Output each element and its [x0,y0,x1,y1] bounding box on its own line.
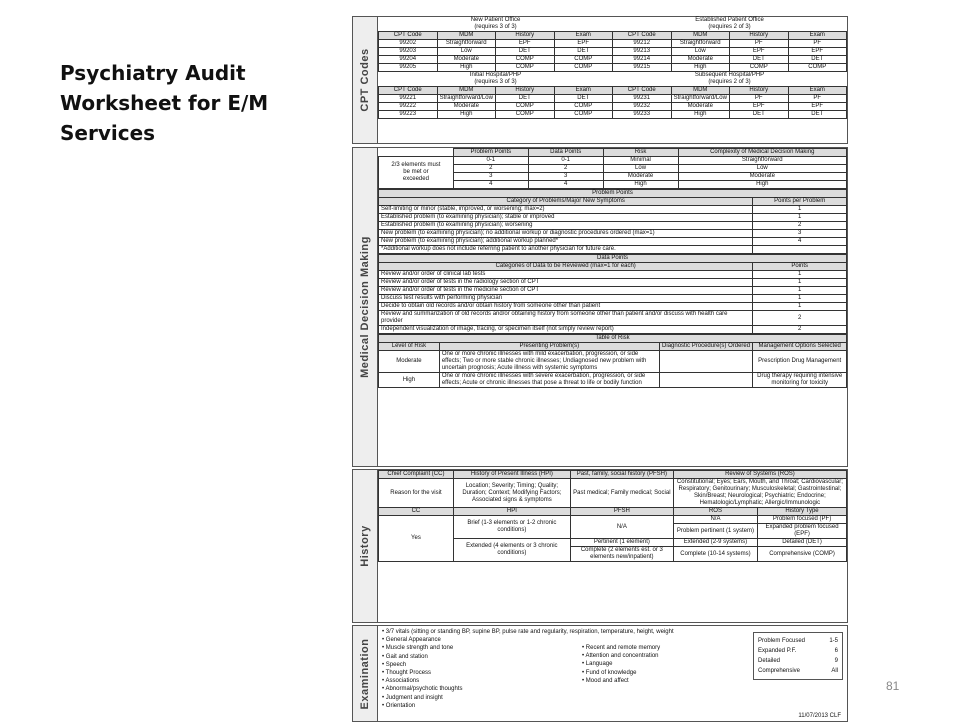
cell: COMP [496,64,555,72]
header-cell: MDM [671,32,730,40]
section-label: History [359,525,371,567]
cell: Drug therapy requiring intensive monitoring for toxicity [753,373,847,388]
table-row [379,238,847,246]
cell: DET [730,111,789,119]
cell: 99232 [613,103,672,111]
exam-item: Associations [385,678,420,685]
header-cell: Presenting Problem(s) [439,343,659,351]
exam-item: Fund of knowledge [585,669,637,676]
table-row [379,103,847,111]
slide-title-line: Worksheet for E/M [60,91,269,115]
table-row [379,246,847,254]
page-number: 81 [886,679,900,693]
cell: Prescription Drug Management [753,351,847,373]
cell: Comprehensive (COMP) [758,547,847,562]
cell: (requires 3 of 3) [474,24,517,30]
table-row [379,351,847,373]
problem-points-table [378,189,847,254]
cpt-codes-section [352,16,848,144]
cell: COMP [730,64,789,72]
cell: 4 [453,181,528,189]
cell: 3 [453,173,528,181]
header-cell: Chief Complaint (CC) [379,471,454,479]
cell [659,373,753,388]
table-title: Table of Risk [379,335,847,343]
cell: One or more chronic illnesses with mild exacerbation, progression, or side effects; Two or more stable chronic illnesses; Undiagnosed new problem with uncertain prognosis; Acute illness with systemic symptoms [439,351,659,373]
cell: Location; Severity; Timing; Quality; Duration; Context; Modifying Factors; Associated signs & symptoms [453,479,570,508]
cell: Constitutional; Eyes; Ears, Mouth, and Throat; Cardiovascular; Respiratory; Genitourinary; Musculoskeletal; Gastrointestinal; Skin/Breast; Neurological; Psychiatric; Endocrine; Hematologic/Lymphatic; Allergic/Immunologic [673,479,846,508]
table-row [379,64,847,72]
exam-item: Orientation [385,702,416,709]
cell: Low [603,165,678,173]
cell: One or more chronic illnesses with severe exacerbation, progression, or side effects; Acute or chronic illnesses that pose a threat to life or bodily function [439,373,659,388]
cell: Extended (4 elements or 3 chronic conditions) [453,539,570,562]
table-row [379,271,847,279]
cell: 1 [753,287,847,295]
list-item: • Fund of knowledge [582,669,637,676]
header-cell: Exam [554,32,613,40]
cell: PF [730,95,789,103]
cell: High [379,373,440,388]
table-title: Data Points [379,255,847,263]
cell: Review and/or order of clinical lab tests [379,271,753,279]
cell: (requires 3 of 3) [474,79,517,85]
cell: New problem (to examining physician); no additional workup or diagnostic procedures ordered (max=1) [379,230,753,238]
cell: DET [730,56,789,64]
header-cell: Category of Problems/Major New Symptoms [379,198,753,206]
cell: Independent visualization of image, tracing, or specimen itself (not simply review report) [379,326,753,334]
cell [753,246,847,254]
cell: High [671,64,730,72]
history-table [378,470,847,562]
header-cell: Complexity of Medical Decision Making [678,149,847,157]
scoring-row [758,636,838,646]
cell: Reason for the visit [379,479,454,508]
cell: High [603,181,678,189]
cell: be met or [403,169,429,175]
cell: Complete (10-14 systems) [673,547,757,562]
list-item: • Gait and station [382,653,428,660]
header-cell: History [496,87,555,95]
cell: 99204 [379,56,438,64]
cell: New Patient Office [470,17,521,23]
cell: Review and summarization of old records and/or obtaining history from someone other than patient and/or discuss with health care provider [379,311,753,326]
cell: 4 [753,238,847,246]
cell: PF [788,95,847,103]
exam-item: Gait and station [385,653,428,660]
mdm-section [352,147,848,467]
cell: (requires 2 of 3) [708,79,751,85]
cell: Minimal [603,157,678,165]
exam-item: Muscle strength and tone [385,645,454,652]
cell: Moderate [678,173,847,181]
slide-title-line: Psychiatry Audit [60,61,246,85]
header-cell: CPT Code [613,87,672,95]
examination-section [352,625,848,722]
exam-column-2 [582,628,732,710]
scoring-row [758,666,838,676]
cell: EPF [730,103,789,111]
table-row [379,230,847,238]
header-cell: CC [379,508,454,516]
exam-item: 3/7 vitals (sitting or standing BP, supine BP, pulse rate and regularity, respiration, temperature, height, weight [385,629,674,635]
cell: Detailed [758,658,781,664]
cell: Moderate [671,56,730,64]
exam-item: Language [585,661,613,668]
cell: N/A [570,516,673,539]
cell: 99202 [379,40,438,48]
cell: 3 [528,173,603,181]
cell: COMP [554,64,613,72]
table-row [379,111,847,119]
cell: Decide to obtain old records and/or obtain history from someone other than patient [379,303,753,311]
cell: COMP [496,103,555,111]
cell: 1 [753,271,847,279]
cell: Detailed (DET) [758,539,847,547]
cell: *Additional workup does not include referring patient to another physician for future care. [379,246,753,254]
cell [659,351,753,373]
cell: EPF [496,40,555,48]
exam-item: Attention and concentration [585,653,659,660]
table-row [379,206,847,214]
table-row [379,279,847,287]
list-item: • Associations [382,678,420,685]
cell: PF [730,40,789,48]
header-cell: Categories of Data to be Reviewed (max=1 for each) [379,263,753,271]
table-row [379,48,847,56]
cell: 1 [753,214,847,222]
header-cell: Diagnostic Procedure(s) Ordered [659,343,753,351]
table-row [379,40,847,48]
cell: Straightforward [437,40,496,48]
list-item: • Attention and concentration [582,653,659,660]
cell: COMP [554,111,613,119]
table-row [379,516,847,524]
cell: Established problem (to examining physician); worsening [379,222,753,230]
list-item: • Language [582,661,613,668]
cell: 1 [753,295,847,303]
cell: Moderate [379,351,440,373]
cell: COMP [554,56,613,64]
cell: Self-limiting or minor (stable, improved, or worsening; max=2) [379,206,753,214]
cell: 2 [753,311,847,326]
header-cell: CPT Code [379,87,438,95]
cell: 99214 [613,56,672,64]
table-row [379,295,847,303]
table-row [379,479,847,508]
cell: Moderate [437,56,496,64]
scoring-row [758,656,838,666]
cell: All [831,668,838,674]
mdm-summary-table [378,148,847,189]
cell: 99231 [613,95,672,103]
cell: EPF [554,40,613,48]
cell: 99233 [613,111,672,119]
cell: 4 [528,181,603,189]
cell: Complete (2 elements est. or 3 elements new/inpatient) [570,547,673,562]
table-row [379,311,847,326]
slide-title-line: Services [60,121,156,145]
cell: Low [437,48,496,56]
cell: High [437,64,496,72]
section-label: Examination [359,638,371,709]
cell: Past medical; Family medical; Social [570,479,673,508]
list-item: • Muscle strength and tone [382,645,454,652]
data-points-table [378,254,847,334]
cell: EPF [788,48,847,56]
header-cell: Review of Systems (ROS) [673,471,846,479]
header-cell: CPT Code [379,32,438,40]
cell: High [671,111,730,119]
cell: 99221 [379,95,438,103]
list-item: • General Appearance [382,637,441,644]
cell: Established Patient Office [695,17,764,23]
list-item: • Mood and affect [582,677,629,684]
header-cell: Management Options Selected [753,343,847,351]
header-cell: Points per Problem [753,198,847,206]
header-cell: History [496,32,555,40]
list-item: • Orientation [382,702,416,709]
cell: 99203 [379,48,438,56]
exam-item: Speech [385,661,407,668]
cell: Expanded problem focused (EPF) [758,524,847,539]
list-item: • Recent and remote memory [582,645,661,651]
header-cell: History [730,87,789,95]
cell: 99215 [613,64,672,72]
cell: N/A [673,516,757,524]
exam-scoring-box [753,632,843,680]
cell: Comprehensive [758,668,801,674]
cell: DET [554,48,613,56]
header-cell: Exam [554,87,613,95]
cell: Discuss test results with performing physician [379,295,753,303]
cell: Moderate [671,103,730,111]
exam-item: Mood and affect [585,677,629,684]
header-cell: CPT Code [613,32,672,40]
table-row [379,157,847,165]
cpt-office-table [378,17,847,119]
table-title: Problem Points [379,190,847,198]
exam-item: Abnormal/psychotic thoughts [385,686,463,693]
risk-table [378,334,847,388]
cell: 0-1 [528,157,603,165]
table-row [379,56,847,64]
cell: PF [788,40,847,48]
cell: 9 [834,658,838,664]
cell: Subsequent Hospital/PHP [694,72,765,78]
header-cell: ROS [673,508,757,516]
cell: Established problem (to examining physician); stable or improved [379,214,753,222]
cell: Yes [379,516,454,562]
cell: 2/3 elements must [391,162,441,168]
cell: exceeded [402,176,429,182]
exam-item: Judgment and insight [385,694,443,701]
list-item: • Judgment and insight [382,694,443,701]
header-cell: Data Points [528,149,603,157]
cell: Problem pertinent (1 system) [673,524,757,539]
cell: Pertinent (1 element) [570,539,673,547]
table-row [379,95,847,103]
cell: Initial Hospital/PHP [469,72,522,78]
cell: (requires 2 of 3) [708,24,751,30]
table-row [379,287,847,295]
cell: Straightforward [678,157,847,165]
cell: Straightforward/Low [671,95,730,103]
header-cell: Risk [603,149,678,157]
cell: 99223 [379,111,438,119]
cell: DET [788,56,847,64]
table-row [379,373,847,388]
cell: Brief (1-3 elements or 1-2 chronic conditions) [453,516,570,539]
header-cell: History Type [758,508,847,516]
section-label: Medical Decision Making [359,236,371,378]
cell: 99222 [379,103,438,111]
cell: Low [671,48,730,56]
table-row [379,222,847,230]
cell: Straightforward/Low [437,95,496,103]
cell: 2 [453,165,528,173]
exam-item: Thought Process [385,670,432,677]
list-item: • Thought Process [382,670,432,677]
cell: Problem focused (PF) [758,516,847,524]
cell: 99212 [613,40,672,48]
table-row [379,214,847,222]
cell: 1 [753,206,847,214]
header-cell: History [730,32,789,40]
cell: 1 [753,279,847,287]
cell: Extended (2-9 systems) [673,539,757,547]
cell: Straightforward [671,40,730,48]
table-row [379,326,847,334]
cell: Problem Focused [758,638,806,644]
section-label: CPT Codes [359,48,371,112]
cell: High [678,181,847,189]
cell: Moderate [603,173,678,181]
revision-date: 11/07/2013 CLF [798,713,841,719]
cell: Moderate [437,103,496,111]
cell: 3 [753,230,847,238]
cell: 99205 [379,64,438,72]
cell: DET [496,48,555,56]
header-cell: MDM [671,87,730,95]
cell: COMP [496,56,555,64]
header-cell: Points [753,263,847,271]
cell: EPF [788,103,847,111]
header-cell: Problem Points [453,149,528,157]
cell: EPF [730,48,789,56]
cell: 0-1 [453,157,528,165]
header-cell: Exam [788,87,847,95]
cell: COMP [496,111,555,119]
history-section [352,469,848,623]
cell: High [437,111,496,119]
cell: DET [788,111,847,119]
header-cell: PFSH [570,508,673,516]
cell: Low [678,165,847,173]
table-row [379,303,847,311]
slide-title [60,58,320,148]
cell: Expanded P.F. [758,648,797,654]
cell: DET [554,95,613,103]
list-item: • 3/7 vitals (sitting or standing BP, supine BP, pulse rate and regularity, respiration, temperature, height, weight [382,629,674,635]
header-cell: HPI [453,508,570,516]
cell: Review and/or order of tests in the radiology section of CPT [379,279,753,287]
cell: COMP [554,103,613,111]
cell: 2 [753,222,847,230]
header-cell: Level of Risk [379,343,440,351]
list-item: • Speech [382,661,407,668]
cell: New problem (to examining physician); additional workup planned* [379,238,753,246]
cell: 1 [753,303,847,311]
cell: COMP [788,64,847,72]
cell: 1-5 [829,638,838,644]
cell: 2 [753,326,847,334]
exam-item: General Appearance [385,637,441,644]
cell: Review and/or order of tests in the medicine section of CPT [379,287,753,295]
cell: 99213 [613,48,672,56]
cell: 2 [528,165,603,173]
header-cell: MDM [437,87,496,95]
header-cell: History of Present Illness (HPI) [453,471,570,479]
exam-item: Recent and remote memory [585,645,661,651]
scoring-row [758,646,838,656]
header-cell: MDM [437,32,496,40]
header-cell: Past, family, social history (PFSH) [570,471,673,479]
list-item: • Abnormal/psychotic thoughts [382,686,463,693]
cell: 6 [834,648,838,654]
header-cell: Exam [788,32,847,40]
cell: DET [496,95,555,103]
